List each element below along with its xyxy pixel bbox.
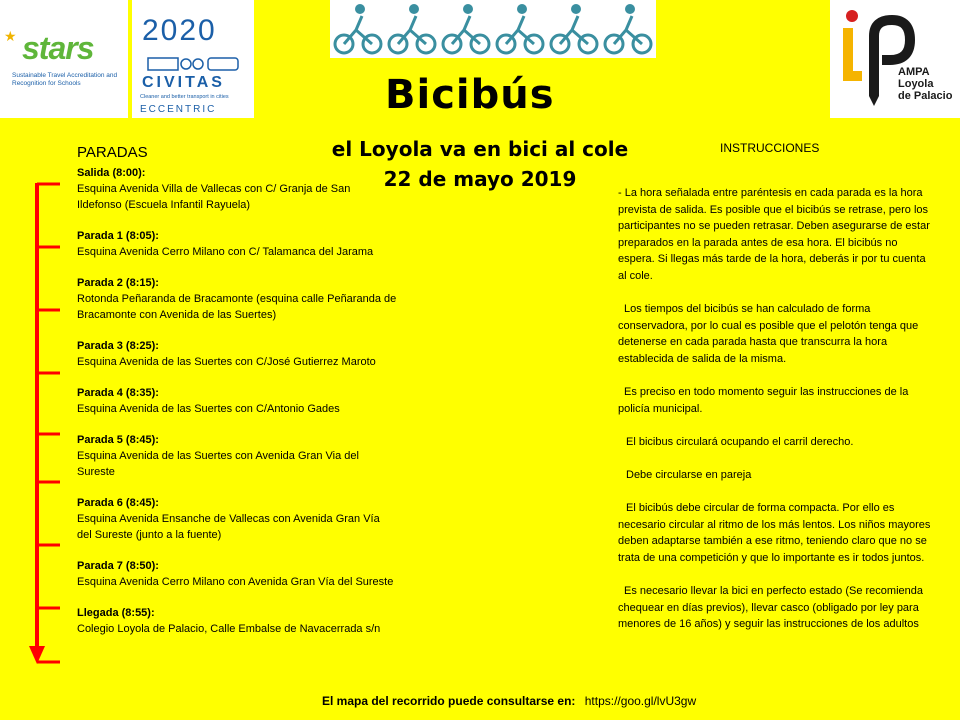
civitas-project: ECCENTRIC — [140, 104, 217, 115]
civitas-tagline: Cleaner and better transport in cities — [140, 94, 229, 100]
route-map-link[interactable]: https://goo.gl/lvU3gw — [584, 694, 697, 708]
stop-parada-6 — [77, 495, 397, 543]
stops-list — [77, 165, 397, 652]
stop-title: Parada 3 (8:25): — [77, 340, 159, 352]
stop-llegada — [77, 605, 397, 637]
stop-address: Esquina Avenida Villa de Vallecas con C/ Granja de San Ildefonso (Escuela Infantil Rayuela) — [77, 183, 351, 211]
subtitle-line-1: el Loyola va en bici al cole — [331, 137, 629, 161]
stop-title: Parada 4 (8:35): — [77, 387, 159, 399]
ampa-line-3: de Palacio — [898, 90, 953, 102]
stop-parada-2 — [77, 275, 397, 323]
map-footer — [322, 694, 696, 708]
instrucciones-heading: INSTRUCCIONES — [720, 141, 820, 155]
civitas-name: CIVITAS — [142, 74, 225, 91]
stop-title: Parada 1 (8:05): — [77, 230, 159, 242]
instruction-paragraph: El bicibús debe circular de forma compacta. Por ello es necesario circular al ritmo de los más lentos. Los niños mayores deben adaptarse también a ese ritmo, teniendo claro que no se trata de una competición y que lo importante es ir todos juntos. — [618, 502, 931, 565]
instruction-paragraph: Es preciso en todo momento seguir las instrucciones de la policía municipal. — [618, 386, 909, 415]
stop-salida — [77, 165, 397, 213]
star-icon: ★ — [4, 28, 17, 44]
stop-address: Esquina Avenida Cerro Milano con C/ Talamanca del Jarama — [77, 246, 374, 258]
stop-address: Esquina Avenida Ensanche de Vallecas con Avenida Gran Vía del Sureste (junto a la fuente) — [77, 513, 380, 541]
instrucciones-list — [618, 185, 936, 650]
civitas-year: 2020 — [142, 14, 217, 47]
stop-title: Llegada (8:55): — [77, 607, 155, 619]
stop-address: Colegio Loyola de Palacio, Calle Embalse de Navacerrada s/n — [77, 623, 381, 635]
stop-parada-1 — [77, 228, 397, 260]
stop-address: Esquina Avenida de las Suertes con C/Antonio Gades — [77, 403, 340, 415]
instruction-paragraph: El bicibus circulará ocupando el carril derecho. — [626, 435, 854, 448]
stars-logo-word: stars — [22, 30, 94, 66]
stop-title: Parada 5 (8:45): — [77, 434, 159, 446]
stop-title: Parada 2 (8:15): — [77, 277, 159, 289]
stop-title: Salida (8:00): — [77, 167, 146, 179]
stop-address: Esquina Avenida Cerro Milano con Avenida Gran Vía del Sureste — [77, 576, 394, 588]
stop-address: Rotonda Peñaranda de Bracamonte (esquina calle Peñaranda de Bracamonte con Avenida de las Suertes) — [77, 293, 397, 321]
paradas-heading: PARADAS — [77, 144, 148, 161]
instruction-paragraph: - La hora señalada entre paréntesis en cada parada es la hora prevista de salida. Es posible que el bicibús se retrase, pero los participantes no se pueden retrasar. Deben asegurarse de estar preparados en la parada antes de esa hora. El bicibús no espera. Si llegas más tarde de la hora, deberás ir por tu cuenta al cole. — [618, 187, 930, 282]
instruction-paragraph: Los tiempos del bicibús se han calculado de forma conservadora, por lo cual es posible que el pelotón tenga que detenerse en cada parada hasta que transcurra la hora establecida de salida de la misma. — [618, 303, 919, 365]
stars-logo-tagline: Sustainable Travel Accreditation and Recognition for Schools — [12, 72, 118, 87]
subtitle-date: 22 de mayo 2019 — [383, 167, 577, 191]
stop-parada-5 — [77, 432, 397, 480]
stop-title: Parada 6 (8:45): — [77, 497, 159, 509]
stop-parada-7 — [77, 558, 397, 590]
stop-address: Esquina Avenida de las Suertes con Avenida Gran Via del Sureste — [77, 450, 359, 478]
ampa-line-2: Loyola — [898, 78, 934, 90]
page-title: Bicibús — [385, 72, 555, 118]
instruction-paragraph: Debe circularse en pareja — [626, 469, 752, 482]
stop-title: Parada 7 (8:50): — [77, 560, 159, 572]
stop-parada-4 — [77, 385, 397, 417]
instruction-paragraph: Es necesario llevar la bici en perfecto estado (Se recomienda chequear en días previos), llevar casco (obligado por ley para menores de 16 años) y seguir las instrucciones de los adultos — [618, 585, 923, 631]
stop-parada-3 — [77, 338, 397, 370]
ampa-line-1: AMPA — [898, 66, 930, 78]
stop-address: Esquina Avenida de las Suertes con C/José Gutierrez Maroto — [77, 356, 376, 368]
footer-label: El mapa del recorrido puede consultarse en: — [322, 694, 576, 708]
